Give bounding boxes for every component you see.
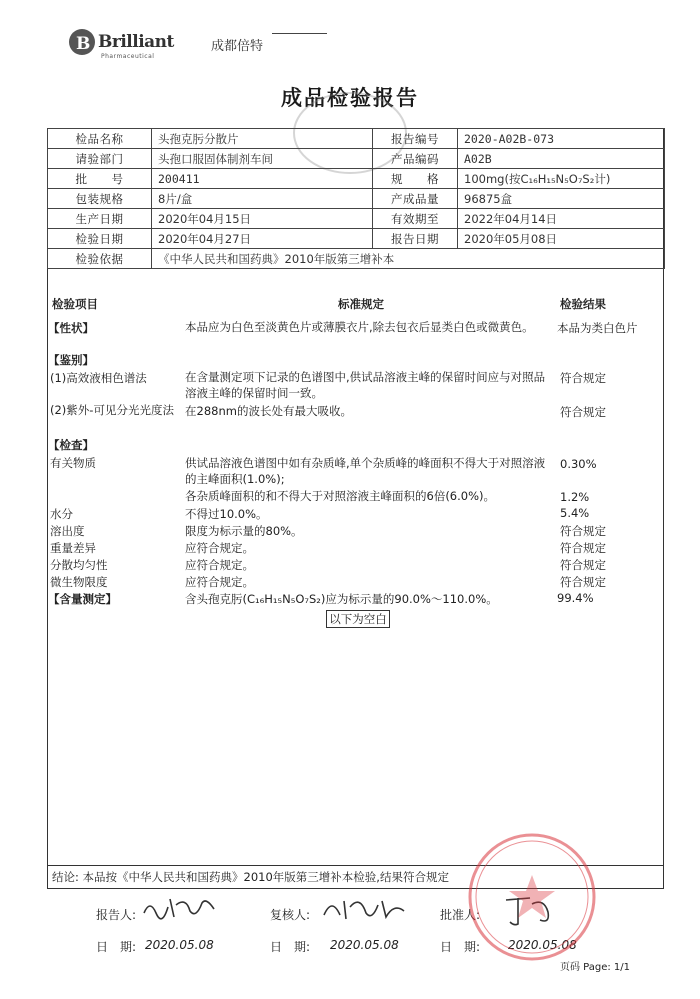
related-item: 有关物质: [50, 456, 96, 470]
exp-label: 有效期至: [373, 209, 458, 229]
reporter-signature: [140, 893, 220, 923]
dept-label: 请验部门: [48, 149, 152, 169]
appearance-result: 本品为类白色片: [557, 321, 638, 335]
qty-value: 96875盒: [458, 189, 665, 209]
company-logo: [68, 27, 268, 61]
table-row: [48, 189, 665, 209]
uv-result: 符合规定: [560, 405, 606, 419]
mfg-label: 生产日期: [48, 209, 152, 229]
assay-result: 99.4%: [557, 591, 594, 605]
pen-mark: [272, 33, 327, 38]
table-row: [48, 249, 665, 269]
blank-marker: 以下为空白: [326, 610, 390, 628]
test-date-value: 2020年04月27日: [152, 229, 373, 249]
spec-value: 100mg(按C₁₆H₁₅N₅O₇S₂计): [458, 169, 665, 189]
spec-label: 规 格: [373, 169, 458, 189]
reviewer-label: 复核人:: [270, 908, 311, 922]
report-no-label: 报告编号: [373, 129, 458, 149]
related-standard-2: 各杂质峰面积的和不得大于对照溶液主峰面积的6倍(6.0%)。: [185, 489, 496, 503]
dept-value: 头孢口服固体制剂车间: [152, 149, 373, 169]
col-result-header: 检验结果: [560, 297, 606, 311]
batch-label: 批 号: [48, 169, 152, 189]
weight-item: 重量差异: [50, 541, 96, 555]
related-result-2: 1.2%: [560, 490, 590, 504]
date-value-2: 2020.05.08: [330, 938, 399, 952]
report-no-value: 2020-A02B-073: [458, 129, 665, 149]
col-std-header: 标准规定: [338, 297, 384, 311]
pack-value: 8片/盒: [152, 189, 373, 209]
assay-standard: 含头孢克肟(C₁₆H₁₅N₅O₇S₂)应为标示量的90.0%～110.0%。: [185, 592, 498, 606]
exp-value: 2022年04月14日: [458, 209, 665, 229]
sample-name-label: 检品名称: [48, 129, 152, 149]
reviewer-signature: [320, 893, 410, 923]
date-label-1: 日 期:: [96, 940, 137, 954]
dissolution-result: 符合规定: [560, 524, 606, 538]
brand-name: Brilliant: [98, 32, 174, 52]
page-number: 页码 Page: 1/1: [559, 962, 630, 973]
microbial-item: 微生物限度: [50, 575, 108, 589]
approver-label: 批准人:: [440, 908, 481, 922]
date-value-3: 2020.05.08: [508, 938, 577, 952]
related-result-1: 0.30%: [560, 457, 597, 471]
conclusion-text: 结论: 本品按《中华人民共和国药典》2010年版第三增补本检验,结果符合规定: [52, 870, 449, 884]
company-seal-icon: [465, 830, 600, 965]
sample-name-value: 头孢克肟分散片: [152, 129, 373, 149]
test-date-label: 检验日期: [48, 229, 152, 249]
table-row: [48, 169, 665, 189]
pack-label: 包装规格: [48, 189, 152, 209]
ident-heading: 【鉴别】: [48, 353, 94, 367]
water-item: 水分: [50, 507, 73, 521]
mfg-value: 2020年04月15日: [152, 209, 373, 229]
dispersion-item: 分散均匀性: [50, 558, 108, 572]
info-table: [47, 128, 665, 269]
svg-text:B: B: [76, 34, 91, 54]
hplc-standard: 在含量测定项下记录的色谱图中,供试品溶液主峰的保留时间应与对照品溶液主峰的保留时间一致。: [185, 370, 546, 400]
assay-heading: 【含量测定】: [48, 592, 117, 606]
company-name-cn: 成都倍特: [211, 39, 264, 54]
product-code-value: A02B: [458, 149, 665, 169]
hplc-item: (1)高效液相色谱法: [50, 371, 147, 385]
weight-standard: 应符合规定。: [185, 541, 254, 555]
dispersion-standard: 应符合规定。: [185, 558, 254, 572]
col-item-header: 检验项目: [52, 297, 98, 311]
date-label-2: 日 期:: [270, 940, 311, 954]
report-date-label: 报告日期: [373, 229, 458, 249]
date-value-1: 2020.05.08: [145, 938, 214, 952]
microbial-result: 符合规定: [560, 575, 606, 589]
basis-label: 检验依据: [48, 249, 152, 269]
related-standard-1: 供试品溶液色谱图中如有杂质峰,单个杂质峰的峰面积不得大于对照溶液的主峰面积(1.0%);: [185, 456, 546, 486]
basis-value: 《中华人民共和国药典》2010年版第三增补本: [152, 249, 665, 269]
product-code-label: 产品编码: [373, 149, 458, 169]
table-row: [48, 149, 665, 169]
uv-item: (2)紫外-可见分光光度法: [50, 403, 174, 417]
brilliant-logo-icon: [68, 27, 98, 57]
report-date-value: 2020年05月08日: [458, 229, 665, 249]
hplc-result: 符合规定: [560, 371, 606, 385]
dissolution-item: 溶出度: [50, 524, 85, 538]
reporter-label: 报告人:: [96, 908, 137, 922]
table-row: [48, 209, 665, 229]
date-label-3: 日 期:: [440, 940, 481, 954]
check-heading: 【检查】: [48, 438, 94, 452]
water-standard: 不得过10.0%。: [185, 507, 268, 521]
uv-standard: 在288nm的波长处有最大吸收。: [185, 404, 352, 418]
appearance-standard: 本品应为白色至淡黄色片或薄膜衣片,除去包衣后显类白色或微黄色。: [185, 320, 534, 334]
microbial-standard: 应符合规定。: [185, 575, 254, 589]
batch-value: 200411: [152, 169, 373, 189]
brand-subtitle: Pharmaceutical: [101, 53, 155, 60]
weight-result: 符合规定: [560, 541, 606, 555]
dispersion-result: 符合规定: [560, 558, 606, 572]
qty-label: 产成品量: [373, 189, 458, 209]
appearance-heading: 【性状】: [48, 321, 94, 335]
water-result: 5.4%: [560, 506, 590, 520]
dissolution-standard: 限度为标示量的80%。: [185, 524, 303, 538]
table-row: [48, 229, 665, 249]
table-row: [48, 129, 665, 149]
page-title: 成品检验报告: [281, 86, 419, 110]
